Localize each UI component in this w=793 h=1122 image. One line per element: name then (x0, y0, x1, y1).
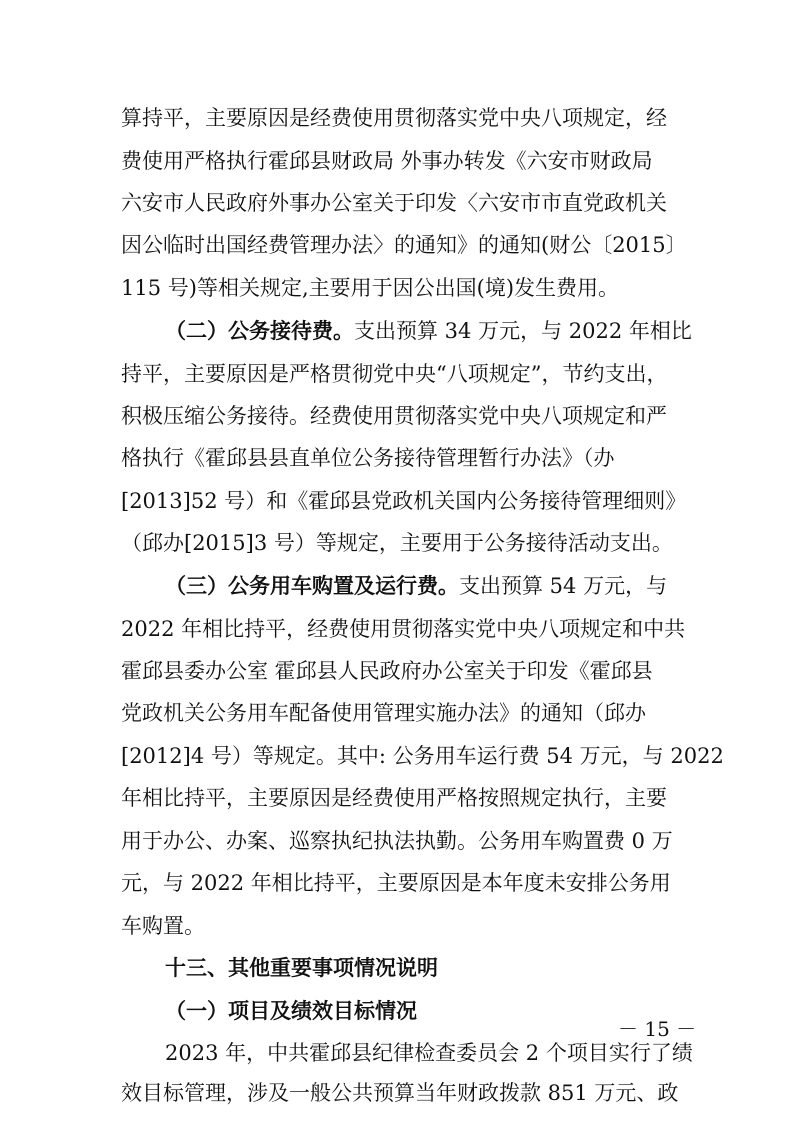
body-line: （邱办[2015]3 号）等规定，主要用于公务接待活动支出。 (121, 531, 673, 555)
section-heading-reception: （二）公务接待费。 (165, 319, 354, 343)
section-paragraph-2-first-line (165, 316, 692, 346)
chapter-heading: 十三、其他重要事项情况说明 (165, 956, 438, 980)
body-line: 霍邱县委办公室 霍邱县人民政府办公室关于印发《霍邱县 (121, 659, 653, 683)
body-line: 党政机关公务用车配备使用管理实施办法》的通知（邱办 (121, 701, 646, 725)
body-line: 年相比持平，主要原因是经费使用严格按照规定执行，主要 (121, 786, 667, 810)
body-line: 因公临时出国经费管理办法〉的通知》的通知(财公〔2015〕 (121, 233, 687, 257)
section-heading-vehicle: （三）公务用车购置及运行费。 (165, 574, 459, 598)
body-line: [2012]4 号）等规定。其中: 公务用车运行费 54 万元，与 2022 (121, 744, 724, 768)
body-line: 格执行《霍邱县县直单位公务接待管理暂行办法》（办 (121, 446, 615, 470)
body-line: 算持平，主要原因是经费使用贯彻落实党中央八项规定，经 (121, 106, 667, 130)
subsection-heading: （一）项目及绩效目标情况 (165, 999, 417, 1023)
body-line: 效目标管理，涉及一般公共预算当年财政拨款 851 万元、政 (121, 1081, 679, 1105)
body-line: 2023 年，中共霍邱县纪律检查委员会 2 个项目实行了绩 (165, 1041, 693, 1065)
body-line: 费使用严格执行霍邱县财政局 外事办转发《六安市财政局 (121, 149, 653, 173)
body-line: 六安市人民政府外事办公室关于印发〈六安市市直党政机关 (121, 191, 667, 215)
body-line: 车购置。 (121, 914, 205, 938)
body-text: 支出预算 34 万元，与 2022 年相比 (354, 319, 692, 343)
body-line: 积极压缩公务接待。经费使用贯彻落实党中央八项规定和严 (121, 404, 667, 428)
body-line: 2022 年相比持平，经费使用贯彻落实党中央八项规定和中共 (121, 617, 686, 641)
page-number: － 15 － (618, 1017, 697, 1041)
body-text: 支出预算 54 万元，与 (459, 574, 668, 598)
body-line: 元，与 2022 年相比持平，主要原因是本年度未安排公务用 (121, 871, 671, 895)
body-line: 持平，主要原因是严格贯彻党中央“八项规定”，节约支出， (121, 362, 668, 386)
section-paragraph-3-first-line (165, 571, 667, 601)
body-line: 115 号)等相关规定,主要用于因公出国(境)发生费用。 (121, 276, 620, 300)
body-line: [2013]52 号）和《霍邱县党政机关国内公务接待管理细则》 (121, 489, 687, 513)
body-line: 用于办公、办案、巡察执纪执法执勤。公务用车购置费 0 万 (121, 829, 673, 853)
